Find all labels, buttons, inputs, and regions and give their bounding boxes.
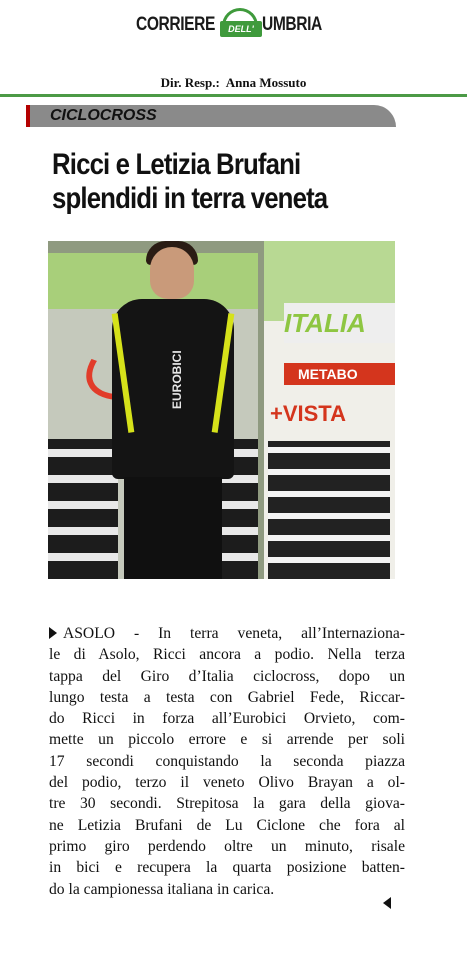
sponsor-italia: ITALIA [284,303,395,343]
section-accent [26,105,30,127]
masthead-badge-text: DELL' [228,24,254,34]
article-line: mette un piccolo errore e si arrende per soli [49,731,405,749]
headline [52,148,379,216]
podium-photo [48,241,395,579]
article-line: do la campionessa italiana in carica. [49,880,275,898]
article-line: tappa del Giro d’Italia ciclocross, dopo un [49,667,405,685]
masthead-badge [220,21,262,37]
article-line: tre 30 secondi. Strepitosa la gara della giova- [49,795,405,813]
section-bar [26,105,396,127]
jersey-stripe-left [112,313,135,433]
jersey-stripe-right [212,313,235,433]
article-line: del podio, terzo il veneto Olivo Brayan a ol- [49,774,405,792]
sponsor-grid-left [48,439,118,579]
masthead-right: UMBRIA [262,14,322,35]
article-line-text: ASOLO - In terra veneta, all’Internaziona- [63,625,405,642]
article-line: le di Asolo, Ricci ancora a podio. Nella terza [49,646,405,664]
article-line: 17 secondi conquistando la seconda piazza [49,752,405,770]
section-label: CICLOCROSS [50,107,157,124]
jersey-logo: EUROBICI [170,350,184,409]
sponsor-grid-right [268,441,390,579]
article-line: ne Letizia Brufani de Lu Ciclone che fora al [49,816,405,834]
director-name: Anna Mossuto [225,75,307,90]
director-label: Dir. Resp.: [160,75,220,90]
article-line: do Ricci in forza all’Eurobici Orvieto, com- [49,710,405,728]
director-line [0,75,467,91]
sponsor-metabo: METABO [284,363,395,385]
headline-line-1: Ricci e Letizia Brufani [52,148,301,181]
article-line [49,623,405,644]
article-line: in bici e recupera la quarta posizione batten- [49,859,405,877]
rider-head [150,247,194,299]
masthead-left: CORRIERE [136,14,215,35]
end-mark-icon [383,897,391,909]
rider-jersey [112,299,234,479]
bullet-icon [49,627,57,639]
masthead [0,6,467,46]
article-body [49,623,405,900]
sponsor-vista: +VISTA [270,401,347,426]
article-line: lungo testa a testa con Gabriel Fede, Riccar- [49,688,405,706]
sponsor-panel-right [264,241,395,579]
header-rule [0,94,467,97]
article-line: primo giro perdendo oltre un minuto, risale [49,837,405,855]
rider-legs [124,477,222,579]
headline-line-2: splendidi in terra veneta [52,182,328,215]
